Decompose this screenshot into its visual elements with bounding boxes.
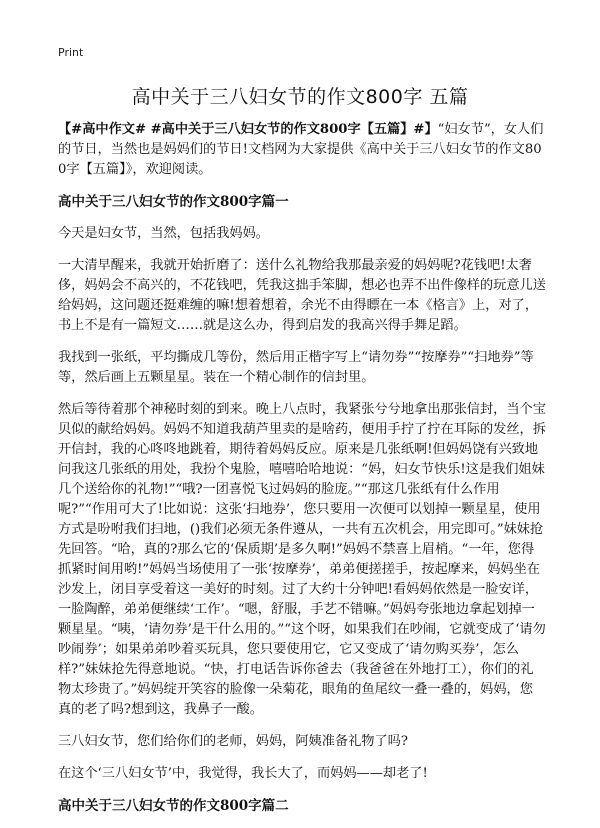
paragraph-6: 在这个‘三八妇女节’中，我觉得，我长大了，而妈妈——却老了! xyxy=(58,766,428,781)
paragraph-5: 三八妇女节，您们给你们的老师，妈妈，阿姨准备礼物了吗? xyxy=(58,734,408,749)
intro-text: “妇女节”，女人们的节日，当然也是妈妈们的节日!文档网为大家提供《高中关于三八妇女节的作文800字【五篇】》，欢迎阅读。 xyxy=(58,122,544,177)
page-title: 高中关于三八妇女节的作文800字 五篇 xyxy=(131,86,469,108)
paragraph-3: 我找到一张纸，平均撕成几等份，然后用正楷字写上“请勿券”“按摩券”“扫地券”等等，然后画上五颗星星。装在一个精心制作的信封里。 xyxy=(58,350,534,385)
paragraph-1: 今天是妇女节，当然，包括我妈妈。 xyxy=(58,226,269,241)
paragraph-2: 一大清早醒来，我就开始折磨了：送什么礼物给我那最亲爱的妈妈呢?花钱吧!太奢侈，妈妈会不高兴的，不花钱吧，凭我这拙手笨脚，想必也弄不出件像样的玩意儿送给妈妈，这问题还挺难缠的嘛!想着想着，余光不由得瞟在一本《格言》上，对了，书上不是有一篇短文……就是这么办，得到启发的我高兴得手舞足蹈。 xyxy=(58,258,546,333)
article-body xyxy=(58,120,546,828)
print-label: Print xyxy=(58,46,84,59)
intro-paragraph xyxy=(58,120,546,180)
intro-tags: 【#高中作文# #高中关于三八妇女节的作文800字【五篇】#】 xyxy=(58,122,438,137)
section-heading-2: 高中关于三八妇女节的作文800字篇二 xyxy=(58,798,289,814)
paragraph-4: 然后等待着那个神秘时刻的到来。晚上八点时，我紧张兮兮地拿出那张信封，当个宝贝似的献给妈妈。妈妈不知道我葫芦里卖的是啥药，便用手拧了拧在耳际的发丝，拆开信封，我的心咚咚地跳着，期待着妈妈反应。原来是几张纸啊!但妈妈饶有兴致地问我这几张纸的用处，我扮个鬼脸，嘻嘻哈哈地说：“妈，妇女节快乐!这是我们姐妹几个送给你的礼物!”“哦?一团喜悦飞过妈妈的脸庞。”“那这几张纸有什么作用呢?”“作用可大了!比如说：这张‘扫地券’，您只要用一次便可以划掉一颗星星，使用方式是吩咐我们扫地，()我们必须无条件遵从，一共有五次机会，用完即可。”妹妹抢先回答。“哈，真的?那么它的‘保质期’是多久啊!”妈妈不禁喜上眉梢。“一年，您得抓紧时间用哟!”妈妈当场使用了一张‘按摩券’，弟弟便搓搓手，按起摩来，妈妈坐在沙发上，闭目享受着这一美好的时刻。过了大约十分钟吧!看妈妈依然是一脸安详，一脸陶醉，弟弟便继续‘工作’。“嗯，舒服，手艺不错嘛。”妈妈夸张地边拿起划掉一颗星星。“咦，‘请勿券’是干什么用的。”“这个呀，如果我们在吵闹，它就变成了‘请勿吵闹券’；如果弟弟吵着买玩具，您只要使用它，它又变成了‘请勿购买券’，怎么样?”妹妹抢先得意地说。“快，打电话告诉你爸去（我爸爸在外地打工），你们的礼物太珍贵了。”妈妈绽开笑容的脸像一朵菊花，眼角的鱼尾纹一叠一叠的，妈妈，您真的老了吗?想到这，我鼻子一酸。 xyxy=(58,402,546,717)
section-heading-1: 高中关于三八妇女节的作文800字篇一 xyxy=(58,194,289,210)
